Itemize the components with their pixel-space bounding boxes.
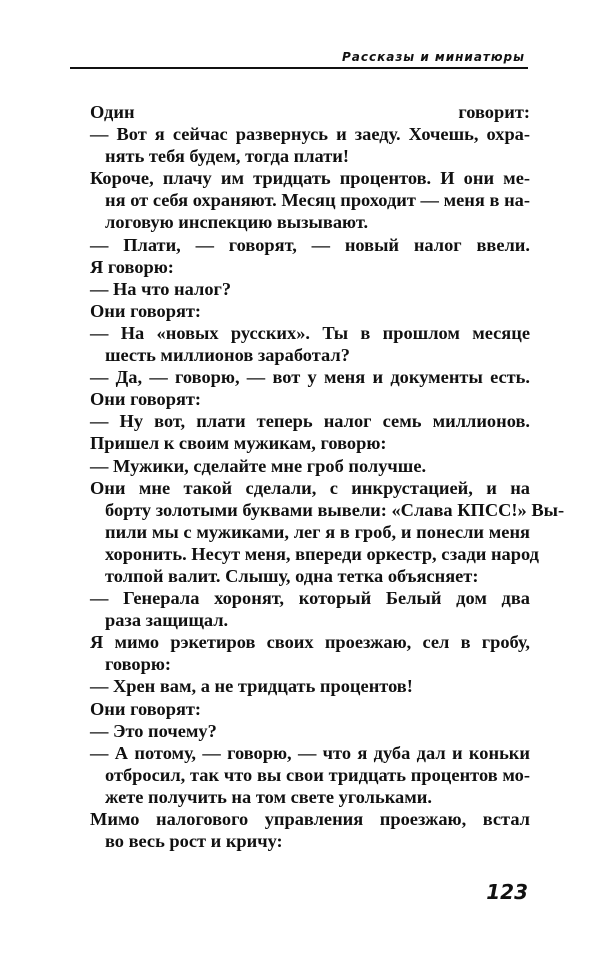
- text-line: — Вот я сейчас развернусь и заеду. Хочешь, охра-: [90, 124, 530, 145]
- running-header: Рассказы и миниатюры: [341, 50, 525, 64]
- text-line: Они говорят:: [90, 389, 202, 410]
- text-line: Пришел к своим мужикам, говорю:: [90, 433, 387, 454]
- text-line: раза защищал.: [105, 610, 229, 631]
- text-line: Я говорю:: [90, 256, 174, 277]
- text-line: — Это почему?: [90, 720, 217, 741]
- text-line: хоронить. Несут меня, впереди оркестр, сзади народ: [105, 543, 539, 564]
- text-line: Они говорят:: [90, 300, 202, 321]
- text-line: — На «новых русских». Ты в прошлом месяце: [90, 322, 530, 343]
- text-line: — Да, — говорю, — вот у меня и документы есть.: [90, 367, 530, 388]
- body-text: [90, 101, 565, 852]
- text-line: говорю:: [105, 654, 172, 675]
- text-line: — Хрен вам, а не тридцать процентов!: [90, 676, 413, 697]
- text-line: Мимо налогового управления проезжаю, встал: [90, 809, 530, 829]
- text-line: Они говорят:: [90, 698, 202, 719]
- text-line: — А потому, — говорю, — что я дуба дал и коньки: [90, 742, 530, 763]
- text-line: ня от себя охраняют. Месяц проходит — меня в на-: [105, 190, 530, 211]
- text-line: пили мы с мужиками, лег я в гроб, и понесли меня: [105, 521, 530, 542]
- text-line: борту золотыми буквами вывели: «Слава КПСС!» Вы-: [105, 499, 565, 520]
- text-line: — Генерала хоронят, который Белый дом два: [90, 588, 530, 609]
- text-line: Они мне такой сделали, с инкрустацией, и на: [90, 477, 530, 498]
- text-line: во весь рост и кричу:: [105, 831, 283, 852]
- text-line: Я мимо рэкетиров своих проезжаю, сел в гробу,: [90, 632, 530, 653]
- text-line: толпой валит. Слышу, одна тетка объясняет:: [105, 565, 479, 586]
- page-number: 123: [486, 880, 528, 904]
- text-line: шесть миллионов заработал?: [105, 345, 350, 366]
- text-line: — На что налог?: [90, 278, 232, 299]
- text-line: логовую инспекцию вызывают.: [105, 212, 369, 233]
- text-line: жете получить на том свете угольками.: [105, 786, 432, 807]
- header-rule: [70, 67, 528, 69]
- text-line: отбросил, так что вы свои тридцать процентов мо-: [105, 764, 530, 785]
- text-line: — Ну вот, плати теперь налог семь миллионов.: [90, 411, 530, 432]
- text-line: Короче, плачу им тридцать процентов. И они ме-: [90, 168, 530, 189]
- text-line: нять тебя будем, тогда плати!: [105, 146, 350, 167]
- text-line: — Мужики, сделайте мне гроб получше.: [90, 455, 427, 476]
- text-line: Один говорит:: [90, 102, 530, 122]
- text-line: — Плати, — говорят, — новый налог ввели.: [90, 234, 530, 255]
